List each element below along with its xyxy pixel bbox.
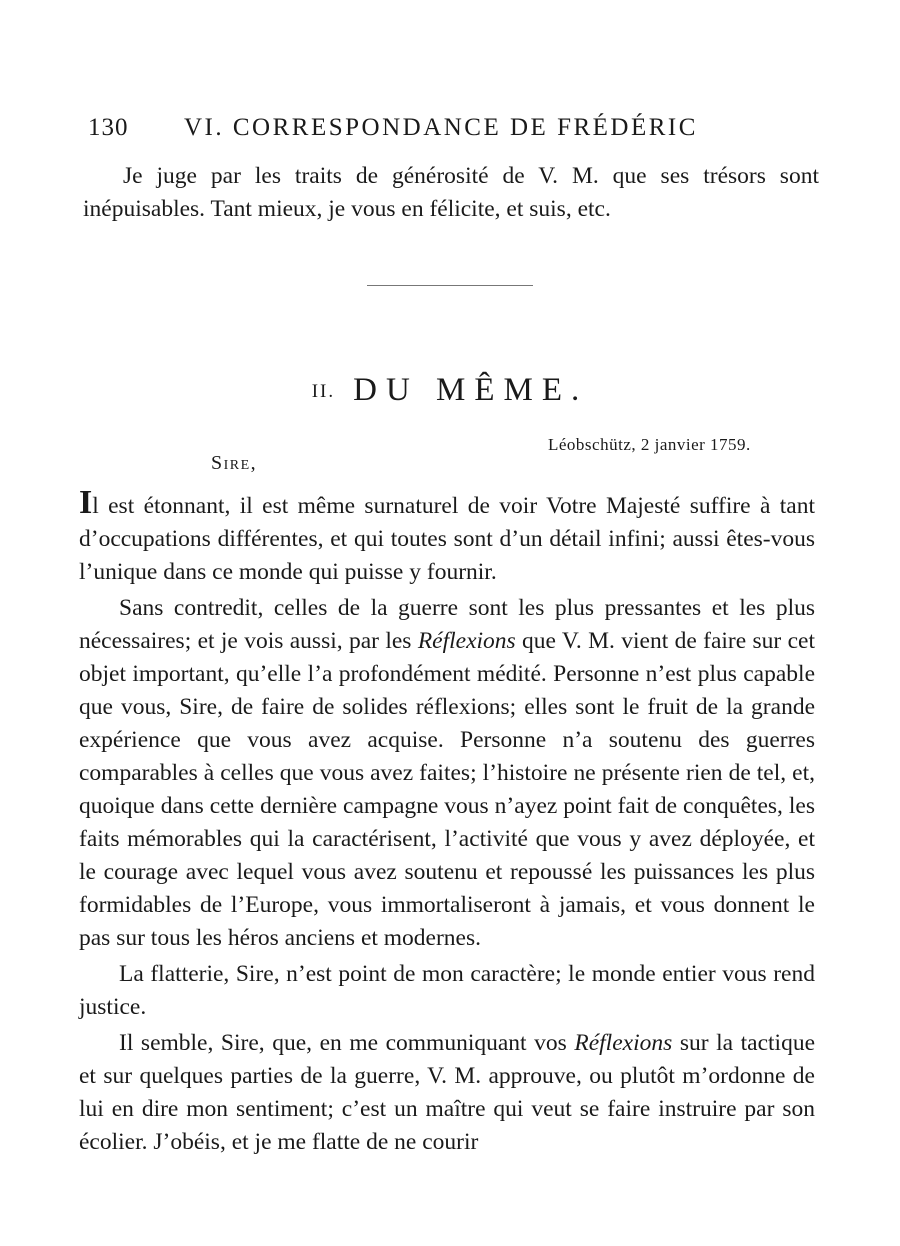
running-title: VI. CORRESPONDANCE DE FRÉDÉRIC <box>184 114 698 141</box>
paragraph-2-text-a: Sans contredit, celles de la guerre sont les plus pressantes et les plus nécessaires; et je vois aussi, par les <box>79 595 815 654</box>
section-heading <box>0 372 900 409</box>
letter-dateline: Léobschütz, 2 janvier 1759. <box>548 435 751 454</box>
closing-paragraph: Je juge par les traits de générosité de V. M. que ses trésors sont inépuisables. Tant mieux, je vous en félicite, et suis, etc. <box>83 163 819 222</box>
drop-cap: I <box>79 484 93 521</box>
section-divider <box>367 285 533 286</box>
letter-body <box>79 484 816 1162</box>
paragraph-4-text-b: sur la tactique et sur quelques parties de la guerre, V. M. approuve, ou plutôt m’ordonne de lui en dire mon sentiment; c’est un maître qui veut se faire instruire par son écolier. J’obéis, et je me flatte de ne courir <box>79 1030 816 1155</box>
paragraph-1-text: l est étonnant, il est même surnaturel de voir Votre Majesté suffire à tant d’occupations différentes, et qui toutes sont d’un détail infini; aussi êtes-vous l’unique dans ce monde qui puisse y fournir. <box>79 493 815 585</box>
letter-salutation: Sire, <box>211 452 258 474</box>
reflexions-italic: Réflexions <box>417 628 516 654</box>
running-header <box>88 114 828 142</box>
paragraph-2 <box>79 592 815 955</box>
paragraph-4-text-a: Il semble, Sire, que, en me communiquant vos <box>119 1030 575 1056</box>
section-title: DU MÊME. <box>353 372 589 408</box>
paragraph-3: La flatterie, Sire, n’est point de mon caractère; le monde entier vous rend justice. <box>79 961 815 1020</box>
page-number: 130 <box>88 114 129 141</box>
reflexions-italic-2: Réflexions <box>574 1030 673 1056</box>
section-number: II. <box>311 381 336 402</box>
paragraph-2-text-b: que V. M. vient de faire sur cet objet important, qu’elle l’a profondément médité. Personne n’est plus capable que vous, Sire, de faire de solides réflexions; elles sont le fruit de la grande expérience que vous avez acquise. Personne n’a soutenu des guerres comparables à celles que vous avez faites; l’histoire ne présente rien de tel, et, quoique dans cette dernière campagne vous n’ayez point fait de conquêtes, les faits mémorables qui la caractérisent, l’activité que vous y avez déployée, et le courage avec lequel vous avez soutenu et repoussé les puissances les plus formidables de l’Europe, vous immortaliseront à jamais, et vous donnent le pas sur tous les héros anciens et modernes. <box>79 628 815 951</box>
paragraph-4 <box>79 1027 815 1159</box>
paragraph-1 <box>79 484 815 589</box>
